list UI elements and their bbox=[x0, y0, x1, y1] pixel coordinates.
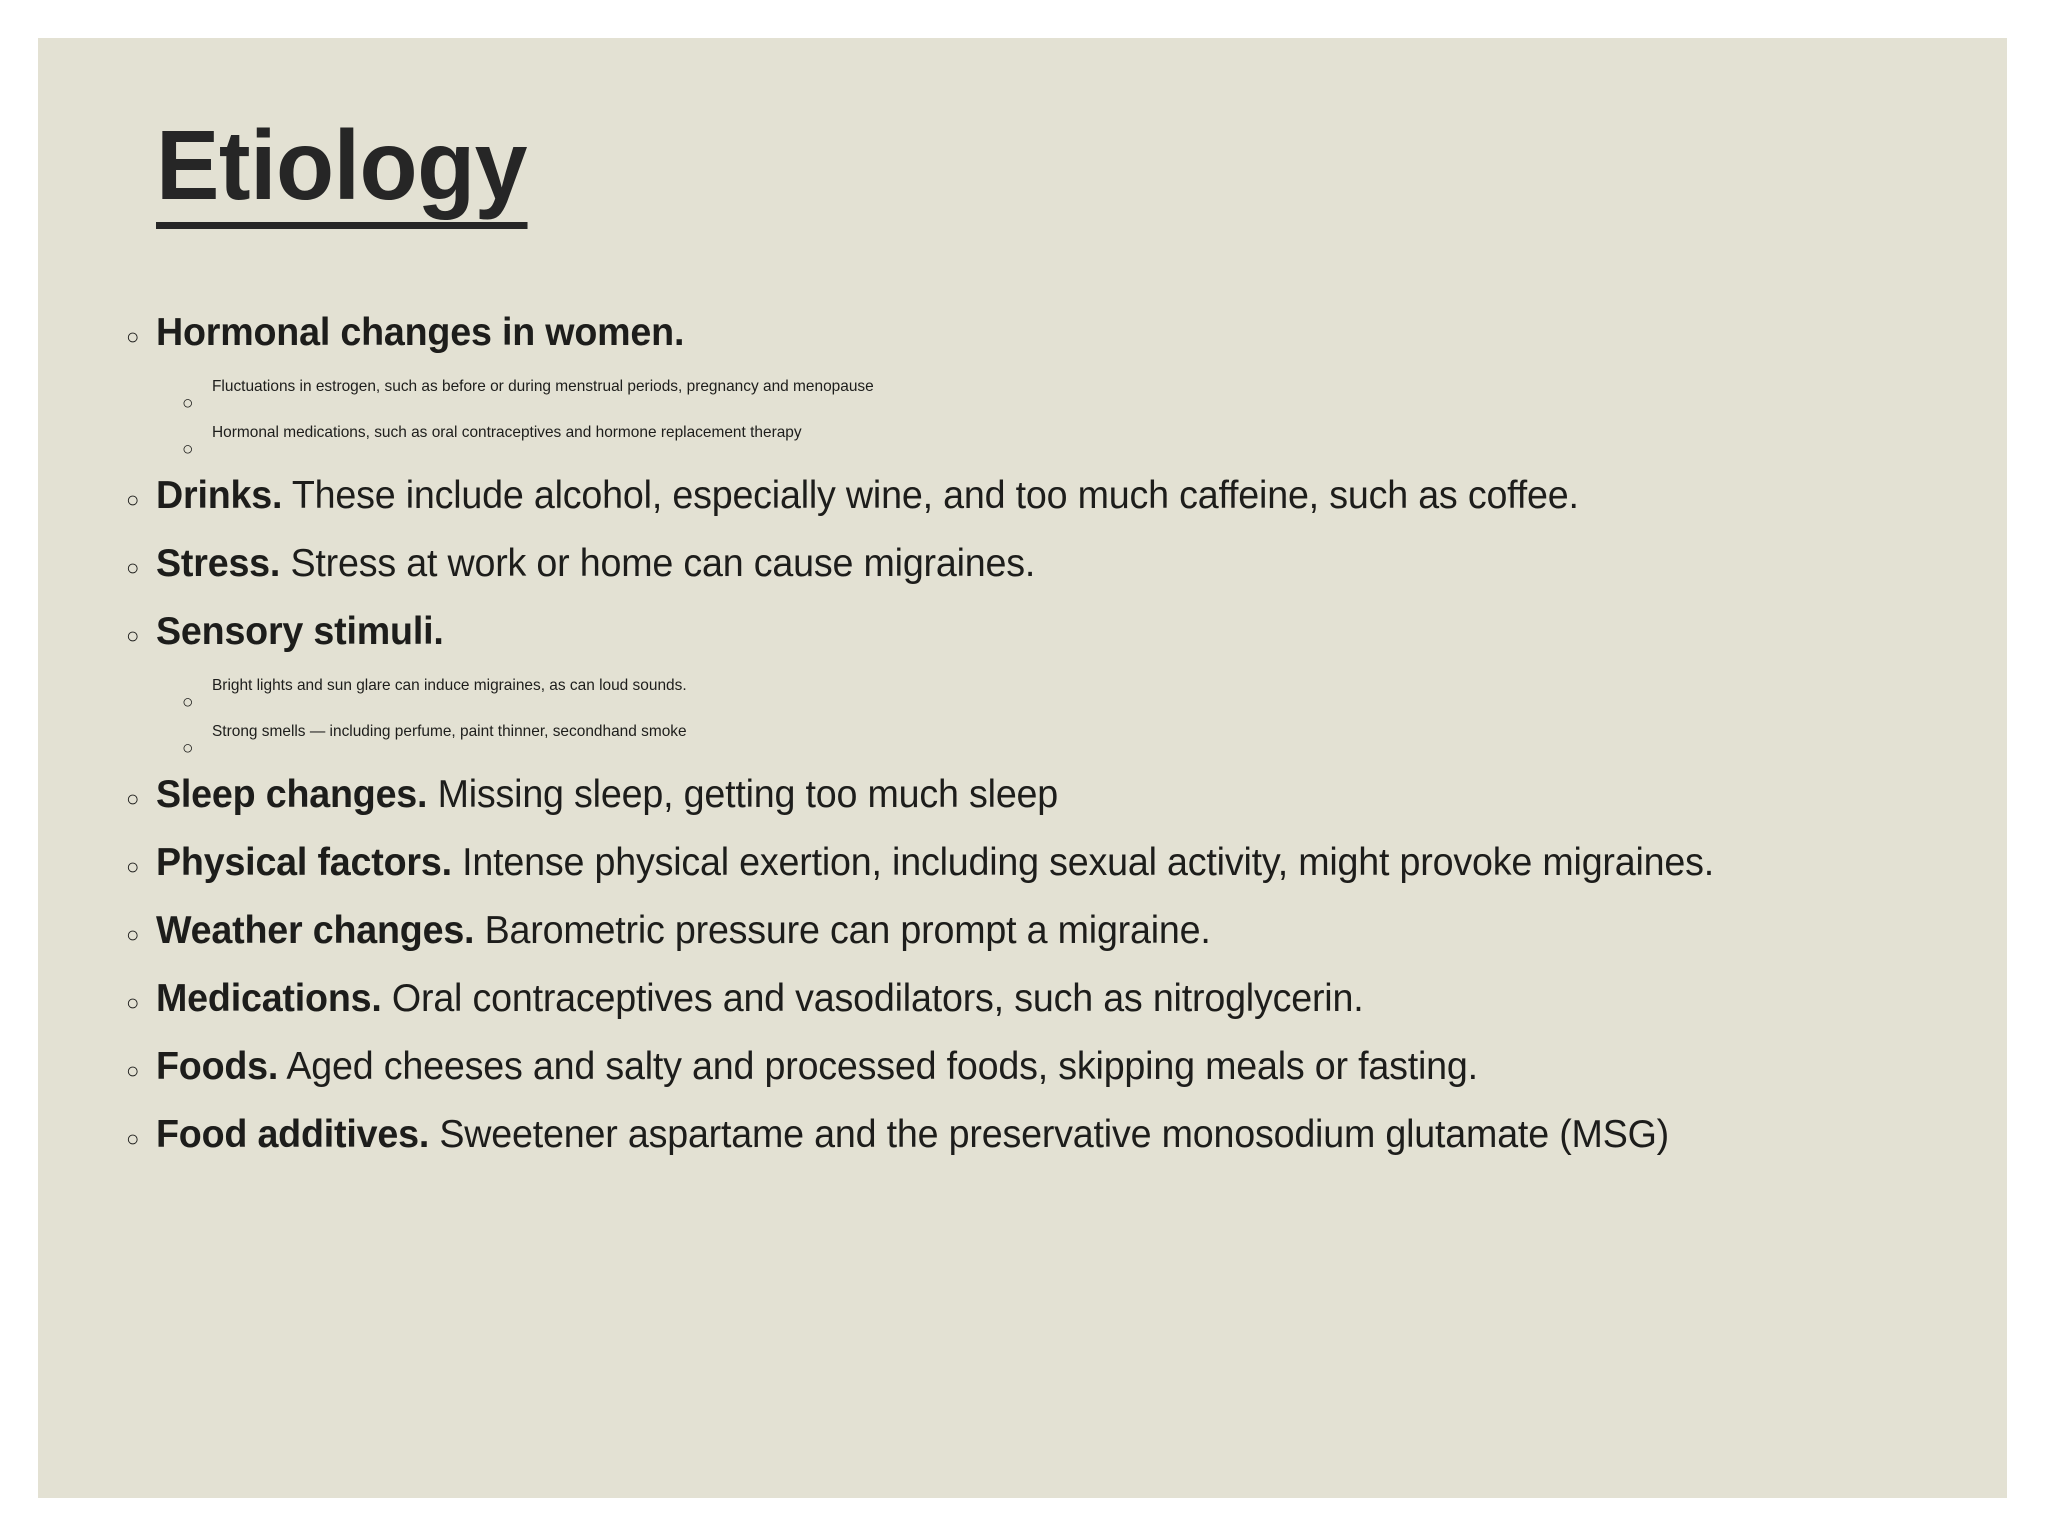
bullet-lead: Weather changes. bbox=[156, 909, 475, 953]
bullet-row bbox=[126, 473, 1947, 519]
bullet-lead: Stress. bbox=[156, 542, 281, 586]
sublist bbox=[126, 677, 1947, 758]
sub-list-item bbox=[182, 677, 1947, 712]
list-item bbox=[126, 609, 1947, 758]
sub-list-item bbox=[182, 723, 1947, 758]
hollow-circle-bullet-icon: ○ bbox=[182, 738, 194, 760]
sub-list-item bbox=[182, 378, 1947, 413]
hollow-circle-bullet-icon: ○ bbox=[126, 555, 140, 581]
bullet-text bbox=[156, 1112, 1884, 1158]
bullet-text bbox=[156, 609, 1884, 655]
list-item bbox=[126, 310, 1947, 459]
sub-bullet-text: Hormonal medications, such as oral contraceptives and hormone replacement therapy bbox=[212, 424, 802, 442]
hollow-circle-bullet-icon: ○ bbox=[126, 623, 140, 649]
hollow-circle-bullet-icon: ○ bbox=[126, 990, 140, 1016]
bullet-text bbox=[156, 310, 1884, 356]
hollow-circle-bullet-icon: ○ bbox=[126, 487, 140, 513]
bullet-row bbox=[126, 772, 1947, 818]
list-item bbox=[126, 1044, 1947, 1090]
bullet-row bbox=[126, 976, 1947, 1022]
hollow-circle-bullet-icon: ○ bbox=[126, 1126, 140, 1152]
bullet-lead: Hormonal changes in women. bbox=[156, 311, 685, 354]
sub-bullet-text: Fluctuations in estrogen, such as before or during menstrual periods, pregnancy and menopause bbox=[212, 378, 874, 396]
bullet-text bbox=[156, 473, 1884, 519]
bullet-row bbox=[126, 840, 1947, 886]
list-item bbox=[126, 1112, 1947, 1158]
hollow-circle-bullet-icon: ○ bbox=[126, 854, 140, 880]
bullet-text bbox=[156, 772, 1884, 818]
bullet-rest: Barometric pressure can prompt a migraine. bbox=[474, 909, 1211, 953]
hollow-circle-bullet-icon: ○ bbox=[126, 922, 140, 948]
bullet-lead: Sleep changes. bbox=[156, 773, 428, 817]
bullet-rest: Oral contraceptives and vasodilators, such as nitroglycerin. bbox=[381, 977, 1364, 1021]
bullet-row bbox=[126, 541, 1947, 587]
bullet-row bbox=[126, 1044, 1947, 1090]
bullet-lead: Foods. bbox=[156, 1045, 279, 1089]
hollow-circle-bullet-icon: ○ bbox=[182, 393, 194, 415]
list-item bbox=[126, 976, 1947, 1022]
sublist bbox=[126, 378, 1947, 459]
bullet-text bbox=[156, 976, 1884, 1022]
bullet-rest: Intense physical exertion, including sexual activity, might provoke migraines. bbox=[451, 841, 1715, 885]
bullet-rest: Missing sleep, getting too much sleep bbox=[427, 773, 1059, 817]
etiology-bullet-list bbox=[126, 310, 1947, 1180]
list-item bbox=[126, 908, 1947, 954]
bullet-text bbox=[156, 840, 1884, 886]
hollow-circle-bullet-icon: ○ bbox=[126, 324, 140, 349]
bullet-rest: These include alcohol, especially wine, and too much caffeine, such as coffee. bbox=[282, 474, 1579, 518]
bullet-row bbox=[126, 310, 1947, 356]
bullet-row bbox=[126, 908, 1947, 954]
page-title bbox=[156, 110, 528, 229]
bullet-text bbox=[156, 908, 1884, 954]
bullet-text bbox=[156, 1044, 1884, 1090]
slide-canvas bbox=[38, 38, 2007, 1498]
sub-bullet-text: Strong smells — including perfume, paint thinner, secondhand smoke bbox=[212, 723, 687, 741]
bullet-rest: Sweetener aspartame and the preservative monosodium glutamate (MSG) bbox=[429, 1113, 1670, 1157]
bullet-lead: Medications. bbox=[156, 977, 382, 1021]
bullet-lead: Drinks. bbox=[156, 474, 283, 518]
list-item bbox=[126, 541, 1947, 587]
bullet-row bbox=[126, 1112, 1947, 1158]
hollow-circle-bullet-icon: ○ bbox=[126, 1058, 140, 1084]
bullet-lead: Food additives. bbox=[156, 1113, 430, 1157]
bullet-rest: Aged cheeses and salty and processed foods, skipping meals or fasting. bbox=[278, 1045, 1478, 1089]
hollow-circle-bullet-icon: ○ bbox=[182, 692, 194, 714]
hollow-circle-bullet-icon: ○ bbox=[126, 786, 140, 812]
sub-bullet-text: Bright lights and sun glare can induce migraines, as can loud sounds. bbox=[212, 677, 687, 695]
list-item bbox=[126, 473, 1947, 519]
list-item bbox=[126, 772, 1947, 818]
bullet-rest: Stress at work or home can cause migraines. bbox=[280, 542, 1036, 586]
list-item bbox=[126, 840, 1947, 886]
sub-list-item bbox=[182, 424, 1947, 459]
bullet-lead: Physical factors. bbox=[156, 841, 452, 885]
hollow-circle-bullet-icon: ○ bbox=[182, 439, 194, 461]
page-title-text: Etiology bbox=[156, 116, 527, 229]
bullet-text bbox=[156, 541, 1884, 587]
bullet-lead: Sensory stimuli. bbox=[156, 610, 444, 654]
bullet-row bbox=[126, 609, 1947, 655]
